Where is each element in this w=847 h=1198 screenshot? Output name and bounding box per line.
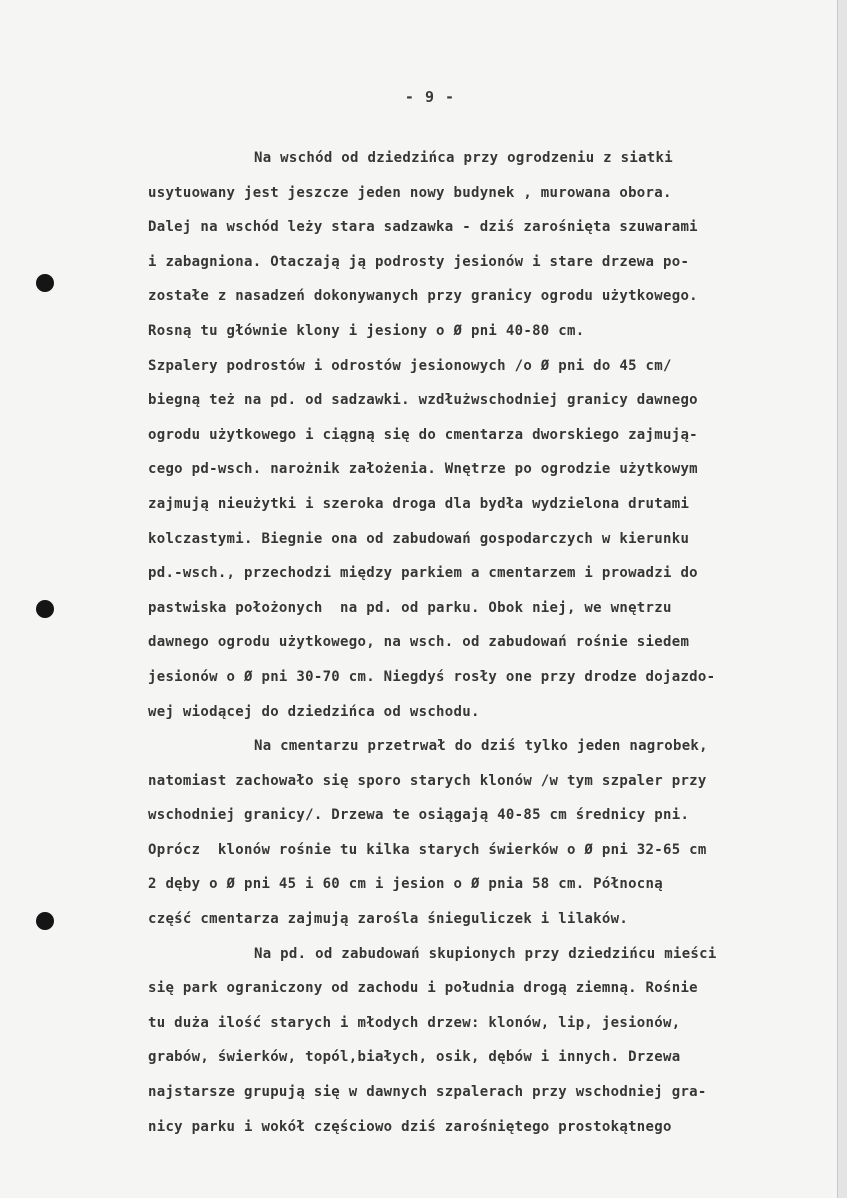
text-line: się park ograniczony od zachodu i południa drogą ziemną. Rośnie: [148, 980, 698, 997]
punch-hole: [36, 274, 54, 292]
text-line: natomiast zachowało się sporo starych klonów /w tym szpaler przy: [148, 772, 707, 789]
punch-hole: [36, 912, 54, 930]
text-line: część cmentarza zajmują zarośla śnieguliczek i lilaków.: [148, 911, 629, 928]
text-line: Na pd. od zabudowań skupionych przy dziedzińcu mieści: [254, 945, 717, 962]
text-line: Na cmentarzu przetrwał do dziś tylko jeden nagrobek,: [254, 738, 708, 755]
text-line: cego pd-wsch. narożnik założenia. Wnętrze po ogrodzie użytkowym: [148, 461, 698, 478]
text-line: wschodniej granicy/. Drzewa te osiągają 40-85 cm średnicy pni.: [148, 807, 690, 824]
text-line: Rosną tu głównie klony i jesiony o Ø pni 40-80 cm.: [148, 322, 585, 339]
text-line: i zabagniona. Otaczają ją podrosty jesionów i stare drzewa po-: [148, 253, 690, 270]
text-line: zostałe z nasadzeń dokonywanych przy granicy ogrodu użytkowego.: [148, 288, 698, 305]
text-line: usytuowany jest jeszcze jeden nowy budynek , murowana obora.: [148, 184, 672, 201]
text-line: tu duża ilość starych i młodych drzew: klonów, lip, jesionów,: [148, 1014, 681, 1031]
text-line: wej wiodącej do dziedzińca od wschodu.: [148, 703, 480, 720]
text-line: Oprócz klonów rośnie tu kilka starych świerków o Ø pni 32-65 cm: [148, 841, 707, 858]
body-text: [148, 141, 847, 1144]
text-line: jesionów o Ø pni 30-70 cm. Niegdyś rosły one przy drodze dojazdo-: [148, 668, 716, 685]
text-line: nicy parku i wokół częściowo dziś zarośniętego prostokątnego: [148, 1118, 672, 1135]
text-line: najstarsze grupują się w dawnych szpalerach przy wschodniej gra-: [148, 1084, 707, 1101]
text-line: pd.-wsch., przechodzi między parkiem a cmentarzem i prowadzi do: [148, 565, 698, 582]
punch-hole: [36, 600, 54, 618]
text-line: ogrodu użytkowego i ciągną się do cmentarza dworskiego zajmują-: [148, 426, 698, 443]
text-line: kolczastymi. Biegnie ona od zabudowań gospodarczych w kierunku: [148, 530, 690, 547]
text-line: 2 dęby o Ø pni 45 i 60 cm i jesion o Ø pnia 58 cm. Północną: [148, 876, 663, 893]
text-line: biegną też na pd. od sadzawki. wzdłużwschodniej granicy dawnego: [148, 392, 698, 409]
text-line: Na wschód od dziedzińca przy ogrodzeniu z siatki: [254, 150, 673, 166]
text-line: dawnego ogrodu użytkowego, na wsch. od zabudowań rośnie siedem: [148, 634, 690, 651]
text-line: zajmują nieużytki i szeroka droga dla bydła wydzielona drutami: [148, 495, 690, 512]
text-line: Dalej na wschód leży stara sadzawka - dziś zarośnięta szuwarami: [148, 219, 698, 236]
page-number: - 9 -: [404, 88, 456, 106]
text-line: Szpalery podrostów i odrostów jesionowych /o Ø pni do 45 cm/: [148, 357, 672, 374]
text-line: grabów, świerków, topól,białych, osik, dębów i innych. Drzewa: [148, 1049, 681, 1066]
text-line: pastwiska położonych na pd. od parku. Obok niej, we wnętrzu: [148, 599, 672, 616]
